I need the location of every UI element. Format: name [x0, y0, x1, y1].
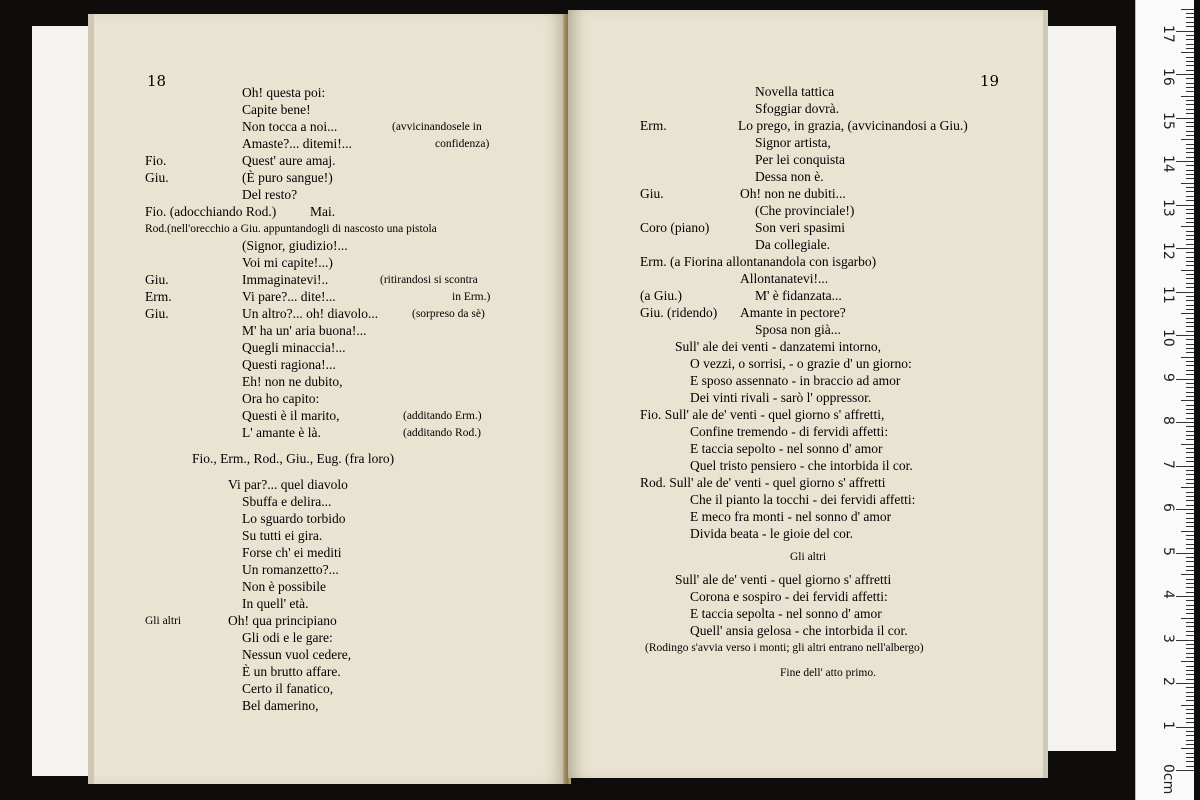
ruler-tick — [1186, 722, 1194, 723]
left-page-text-line: in Erm.) — [452, 291, 491, 303]
ruler-tick — [1186, 548, 1194, 549]
ruler-tick — [1186, 692, 1194, 693]
right-page-text-line: Sposa non già... — [755, 322, 841, 337]
ruler-tick — [1181, 661, 1194, 662]
ruler-tick — [1186, 522, 1194, 523]
right-page-text-line: Signor artista, — [755, 135, 831, 150]
ruler-tick — [1186, 605, 1194, 606]
ruler-tick — [1186, 261, 1194, 262]
ruler-tick — [1186, 278, 1194, 279]
ruler-tick — [1186, 600, 1194, 601]
ruler-tick — [1186, 300, 1194, 301]
ruler-tick — [1186, 452, 1194, 453]
ruler-tick — [1176, 205, 1194, 206]
ruler-label: 12 — [1160, 242, 1176, 260]
ruler-tick — [1186, 396, 1194, 397]
ruler-tick — [1186, 165, 1194, 166]
ruler-tick — [1181, 487, 1194, 488]
left-page-text-line: Voi mi capite!...) — [242, 255, 333, 270]
right-page-text-line: Son veri spasimi — [755, 220, 845, 235]
left-page-text-line: Non è possibile — [242, 579, 326, 594]
ruler-tick — [1186, 322, 1194, 323]
ruler-tick — [1186, 431, 1194, 432]
ruler-tick — [1186, 613, 1194, 614]
ruler-tick — [1186, 244, 1194, 245]
left-page-text-line: Giu. — [145, 306, 169, 321]
left-page-text-line: Un romanzetto?... — [242, 562, 339, 577]
ruler-tick — [1186, 126, 1194, 127]
left-page-text-line: (ritirandosi si scontra — [380, 274, 478, 286]
ruler-label: 16 — [1160, 68, 1176, 86]
left-page-text-line: Lo sguardo torbido — [242, 511, 346, 526]
ruler-tick — [1186, 104, 1194, 105]
ruler-tick — [1186, 283, 1194, 284]
left-page-text-line: Oh! questa poi: — [242, 85, 326, 100]
left-page-text-line: Vi pare?... dite!... — [242, 289, 336, 304]
left-page-text-line: Erm. — [145, 289, 172, 304]
ruler-tick — [1186, 557, 1194, 558]
ruler-tick — [1186, 479, 1194, 480]
right-page-text-line: Oh! non ne dubiti... — [740, 186, 846, 201]
right-page-text-line: Che il pianto la tocchi - dei fervidi affetti: — [690, 492, 916, 507]
left-page-text-line: Un altro?... oh! diavolo... — [242, 306, 379, 321]
right-page-text-line: (a Giu.) — [640, 288, 682, 303]
ruler-tick — [1186, 766, 1194, 767]
ruler-tick — [1186, 457, 1194, 458]
ruler-tick — [1176, 770, 1194, 771]
right-page-text-line: Dessa non è. — [755, 169, 824, 184]
ruler-tick — [1176, 509, 1194, 510]
ruler-tick — [1186, 326, 1194, 327]
ruler-tick — [1186, 48, 1194, 49]
ruler-tick — [1186, 561, 1194, 562]
right-page-number: 19 — [980, 72, 1000, 90]
ruler-tick — [1186, 35, 1194, 36]
left-page-text-line: Giu. — [145, 170, 169, 185]
ruler-tick — [1186, 635, 1194, 636]
right-page-text-line: Lo prego, in grazia, (avvicinandosi a Giu.) — [738, 118, 968, 133]
ruler-tick — [1181, 52, 1194, 53]
left-page-text-line: Forse ch' ei mediti — [242, 545, 342, 560]
ruler-tick — [1186, 470, 1194, 471]
ruler-tick — [1181, 705, 1194, 706]
right-page-text-line: Da collegiale. — [755, 237, 830, 252]
ruler-tick — [1186, 218, 1194, 219]
ruler-tick — [1186, 200, 1194, 201]
ruler-label: 10 — [1160, 329, 1176, 347]
ruler-tick — [1176, 118, 1194, 119]
left-page-text-line: Vi par?... quel diavolo — [228, 477, 348, 492]
ruler-label: 15 — [1160, 111, 1176, 130]
ruler-tick — [1186, 274, 1194, 275]
ruler-tick — [1181, 444, 1194, 445]
ruler-tick — [1186, 570, 1194, 571]
ruler-tick — [1186, 653, 1194, 654]
ruler-label: 17 — [1160, 24, 1176, 43]
ruler-tick — [1186, 344, 1194, 345]
ruler-tick — [1186, 670, 1194, 671]
ruler-tick — [1186, 209, 1194, 210]
ruler-tick — [1186, 657, 1194, 658]
measurement-ruler — [1135, 0, 1194, 800]
left-page-text-line: Capite bene! — [242, 102, 311, 117]
ruler-tick — [1181, 748, 1194, 749]
ruler-tick — [1181, 574, 1194, 575]
right-page-text-line: Sull' ale dei venti - danzatemi intorno, — [675, 339, 882, 354]
ruler-tick — [1186, 196, 1194, 197]
left-page-text-line: Oh! qua principiano — [228, 613, 337, 628]
left-page-text-line: confidenza) — [435, 138, 490, 150]
left-page-text-line: Gli altri — [145, 615, 182, 627]
left-page-text-line: Immaginatevi!.. — [242, 272, 329, 287]
ruler-tick — [1181, 270, 1194, 271]
right-page-text-line: Corona e sospiro - dei fervidi affetti: — [690, 589, 888, 604]
right-page-text-line: (Che provinciale!) — [755, 203, 855, 218]
ruler-tick — [1186, 213, 1194, 214]
ruler-tick — [1186, 392, 1194, 393]
right-page-text-line: Allontanatevi!... — [740, 271, 829, 286]
left-page-text-line: (additando Erm.) — [403, 410, 482, 422]
ruler-tick — [1186, 474, 1194, 475]
ruler-tick — [1186, 122, 1194, 123]
ruler-label: 14 — [1160, 155, 1176, 173]
ruler-tick — [1186, 178, 1194, 179]
ruler-tick — [1186, 144, 1194, 145]
right-page-text-line: Confine tremendo - di fervidi affetti: — [690, 424, 889, 439]
ruler-tick — [1186, 148, 1194, 149]
ruler-tick — [1186, 622, 1194, 623]
ruler-tick — [1186, 566, 1194, 567]
ruler-label: 1 — [1160, 720, 1176, 730]
ruler-tick — [1186, 496, 1194, 497]
ruler-tick — [1186, 231, 1194, 232]
right-page-text-line: Erm. — [640, 118, 667, 133]
ruler-tick — [1186, 22, 1194, 23]
ruler-tick — [1181, 183, 1194, 184]
right-page-text-line: E taccia sepolta - nel sonno d' amor — [690, 606, 882, 621]
ruler-tick — [1186, 687, 1194, 688]
ruler-tick — [1186, 152, 1194, 153]
ruler-tick — [1186, 674, 1194, 675]
ruler-tick — [1186, 57, 1194, 58]
left-page-text-line: (Signor, giudizio!... — [242, 238, 348, 253]
ruler-tick — [1186, 26, 1194, 27]
right-page-text-line: Fio. Sull' ale de' venti - quel giorno s' affretti, — [640, 407, 885, 422]
ruler-tick — [1186, 361, 1194, 362]
ruler-tick — [1186, 409, 1194, 410]
right-page-text-line: Dei vinti rivali - sarò l' oppressor. — [690, 390, 872, 405]
left-page-text-line: Non tocca a noi... — [242, 119, 338, 134]
left-page-text-line: In quell' età. — [242, 596, 309, 611]
ruler-tick — [1186, 70, 1194, 71]
ruler-tick — [1186, 757, 1194, 758]
ruler-tick — [1186, 518, 1194, 519]
ruler-tick — [1186, 309, 1194, 310]
ruler-tick — [1186, 505, 1194, 506]
ruler-label: 5 — [1160, 546, 1176, 556]
ruler-tick — [1186, 65, 1194, 66]
ruler-tick — [1186, 713, 1194, 714]
ruler-tick — [1186, 583, 1194, 584]
ruler-tick — [1181, 531, 1194, 532]
ruler-tick — [1186, 631, 1194, 632]
left-page-text-line: Quest' aure amaj. — [242, 153, 336, 168]
ruler-tick — [1186, 526, 1194, 527]
ruler-tick — [1186, 539, 1194, 540]
ruler-tick — [1176, 640, 1194, 641]
ruler-tick — [1186, 753, 1194, 754]
ruler-tick — [1186, 100, 1194, 101]
ruler-tick — [1181, 226, 1194, 227]
ruler-tick — [1186, 296, 1194, 297]
ruler-tick — [1186, 735, 1194, 736]
ruler-tick — [1186, 609, 1194, 610]
ruler-tick — [1186, 131, 1194, 132]
ruler-tick — [1176, 335, 1194, 336]
ruler-tick — [1186, 305, 1194, 306]
ruler-tick — [1176, 596, 1194, 597]
ruler-tick — [1176, 466, 1194, 467]
left-page-text-line: (sorpreso da sè) — [412, 308, 485, 320]
ruler-label: 3 — [1160, 633, 1176, 643]
ruler-tick — [1186, 17, 1194, 18]
ruler-tick — [1186, 700, 1194, 701]
ruler-tick — [1186, 318, 1194, 319]
ruler-tick — [1176, 683, 1194, 684]
ruler-tick — [1176, 248, 1194, 249]
ruler-tick — [1186, 157, 1194, 158]
ruler-tick — [1186, 761, 1194, 762]
ruler-tick — [1186, 348, 1194, 349]
left-page-text-line: M' ha un' aria buona!... — [242, 323, 367, 338]
right-page-text-line: M' è fidanzata... — [755, 288, 842, 303]
left-page-text-line: Certo il fanatico, — [242, 681, 334, 696]
left-mat — [32, 26, 94, 776]
left-page-text-line: Ora ho capito: — [242, 391, 320, 406]
ruler-tick — [1186, 252, 1194, 253]
right-page-text-line: Rod. Sull' ale de' venti - quel giorno s' affretti — [640, 475, 886, 490]
ruler-tick — [1186, 222, 1194, 223]
right-page-text-line: Gli altri — [790, 551, 827, 563]
left-page-text-line: Fio., Erm., Rod., Giu., Eug. (fra loro) — [192, 451, 395, 466]
left-page-text-line: Fio. (adocchiando Rod.) — [145, 204, 277, 219]
right-page-text-line: (Rodingo s'avvia verso i monti; gli altri entrano nell'albergo) — [645, 642, 924, 654]
ruler-tick — [1176, 31, 1194, 32]
ruler-label: 0cm — [1160, 764, 1176, 795]
ruler-tick — [1186, 413, 1194, 414]
ruler-label: 9 — [1160, 372, 1176, 382]
left-page-text-line: Giu. — [145, 272, 169, 287]
ruler-tick — [1186, 113, 1194, 114]
ruler-tick — [1186, 13, 1194, 14]
ruler-label: 4 — [1160, 590, 1176, 599]
right-page-text-line: Erm. (a Fiorina allontanandola con isgarbo) — [640, 254, 877, 269]
ruler-tick — [1186, 39, 1194, 40]
ruler-tick — [1186, 331, 1194, 332]
left-page-text-line: Bel damerino, — [242, 698, 319, 713]
left-page-text-line: Gli odi e le gare: — [242, 630, 333, 645]
ruler-tick — [1186, 383, 1194, 384]
ruler-tick — [1186, 83, 1194, 84]
ruler-tick — [1186, 579, 1194, 580]
ruler-tick — [1186, 191, 1194, 192]
left-page-text-line: (additando Rod.) — [403, 427, 481, 439]
ruler-tick — [1186, 374, 1194, 375]
ruler-tick — [1176, 292, 1194, 293]
ruler-tick — [1186, 740, 1194, 741]
ruler-tick — [1181, 313, 1194, 314]
ruler-label: 6 — [1160, 503, 1176, 512]
right-page-text-line: Giu. — [640, 186, 664, 201]
right-page-text-line: E sposo assennato - in braccio ad amor — [690, 373, 901, 388]
ruler-tick — [1186, 744, 1194, 745]
ruler-tick — [1186, 644, 1194, 645]
left-page-text-line: Questi ragiona!... — [242, 357, 336, 372]
ruler-tick — [1186, 544, 1194, 545]
left-page-text-line: Fio. — [145, 153, 167, 168]
ruler-label: 2 — [1160, 677, 1176, 686]
ruler-tick — [1186, 387, 1194, 388]
right-page-text-line: Amante in pectore? — [740, 305, 846, 320]
left-page-text-line: L' amante è là. — [242, 425, 321, 440]
left-page-text-line: Su tutti ei gira. — [242, 528, 323, 543]
ruler-tick — [1181, 400, 1194, 401]
ruler-tick — [1186, 87, 1194, 88]
ruler-tick — [1186, 109, 1194, 110]
ruler-tick — [1186, 483, 1194, 484]
ruler-tick — [1186, 44, 1194, 45]
ruler-tick — [1186, 370, 1194, 371]
ruler-tick — [1186, 287, 1194, 288]
ruler-tick — [1186, 435, 1194, 436]
right-page-text-line: Sfoggiar dovrà. — [755, 101, 839, 116]
ruler-tick — [1186, 426, 1194, 427]
ruler-tick — [1186, 513, 1194, 514]
left-page-number: 18 — [147, 72, 167, 90]
ruler-tick — [1186, 91, 1194, 92]
ruler-tick — [1186, 352, 1194, 353]
right-page-text-line: Per lei conquista — [755, 152, 845, 167]
ruler-tick — [1186, 648, 1194, 649]
ruler-label: 7 — [1160, 459, 1176, 469]
ruler-tick — [1186, 418, 1194, 419]
ruler-tick — [1176, 379, 1194, 380]
left-page-text-line: Amaste?... ditemi!... — [242, 136, 352, 151]
ruler-tick — [1181, 9, 1194, 10]
right-page-text-line: Quell' ansia gelosa - che intorbida il cor. — [690, 623, 908, 638]
ruler-tick — [1181, 96, 1194, 97]
ruler-tick — [1186, 257, 1194, 258]
ruler-label: 8 — [1160, 416, 1176, 425]
ruler-tick — [1176, 553, 1194, 554]
right-page-text-line: O vezzi, o sorrisi, - o grazie d' un giorno: — [690, 356, 912, 371]
ruler-tick — [1186, 500, 1194, 501]
ruler-tick — [1186, 696, 1194, 697]
left-page-text-line: (avvicinandosele in — [392, 121, 482, 133]
ruler-label: 11 — [1160, 285, 1176, 304]
right-page-text-line: Novella tattica — [755, 84, 835, 99]
ruler-tick — [1181, 139, 1194, 140]
ruler-tick — [1186, 461, 1194, 462]
right-page-text-line: Coro (piano) — [640, 220, 710, 235]
right-mat — [1040, 26, 1116, 751]
ruler-tick — [1186, 535, 1194, 536]
ruler-tick — [1186, 170, 1194, 171]
left-page-text-line: Quegli minaccia!... — [242, 340, 346, 355]
left-page-text-line: Nessun vuol cedere, — [242, 647, 352, 662]
ruler-tick — [1186, 135, 1194, 136]
ruler-tick — [1176, 727, 1194, 728]
ruler-tick — [1176, 422, 1194, 423]
left-page-text-line: Eh! non ne dubito, — [242, 374, 343, 389]
left-page-text-line: Rod.(nell'orecchio a Giu. appuntandogli di nascosto una pistola — [145, 223, 437, 235]
ruler-tick — [1186, 235, 1194, 236]
right-page-text-line: Giu. (ridendo) — [640, 305, 718, 320]
right-page-text-line: E taccia sepolto - nel sonno d' amor — [690, 441, 883, 456]
ruler-tick — [1186, 405, 1194, 406]
ruler-tick — [1186, 439, 1194, 440]
ruler-tick — [1186, 78, 1194, 79]
ruler-tick — [1186, 718, 1194, 719]
right-page-text-line: Fine dell' atto primo. — [780, 667, 876, 679]
right-page-text-line: E meco fra monti - nel sonno d' amor — [690, 509, 892, 524]
left-page-text-line: Del resto? — [242, 187, 298, 202]
left-page-text-line: (È puro sangue!) — [242, 170, 333, 185]
ruler-tick — [1186, 731, 1194, 732]
left-page-text-line: Sbuffa e delira... — [242, 494, 332, 509]
right-page-text-line: Quel tristo pensiero - che intorbida il cor. — [690, 458, 913, 473]
ruler-tick — [1181, 618, 1194, 619]
ruler-tick — [1176, 74, 1194, 75]
ruler-tick — [1186, 592, 1194, 593]
ruler-tick — [1186, 587, 1194, 588]
left-page-text-line: Mai. — [310, 204, 336, 219]
right-page-text-line: Sull' ale de' venti - quel giorno s' affretti — [675, 572, 892, 587]
ruler-tick — [1186, 626, 1194, 627]
ruler-tick — [1186, 492, 1194, 493]
ruler-tick — [1186, 448, 1194, 449]
ruler-tick — [1186, 174, 1194, 175]
ruler-tick — [1186, 187, 1194, 188]
left-page-text-line: È un brutto affare. — [242, 664, 341, 679]
ruler-tick — [1186, 339, 1194, 340]
left-page-text-line: Questi è il marito, — [242, 408, 340, 423]
ruler-label: 13 — [1160, 198, 1176, 217]
ruler-tick — [1186, 365, 1194, 366]
ruler-tick — [1186, 679, 1194, 680]
ruler-tick — [1186, 239, 1194, 240]
ruler-tick — [1176, 161, 1194, 162]
ruler-tick — [1181, 357, 1194, 358]
ruler-tick — [1186, 265, 1194, 266]
ruler-tick — [1186, 666, 1194, 667]
ruler-tick — [1186, 709, 1194, 710]
ruler-tick — [1186, 61, 1194, 62]
right-page-text-line: Divida beata - le gioie del cor. — [690, 526, 854, 541]
